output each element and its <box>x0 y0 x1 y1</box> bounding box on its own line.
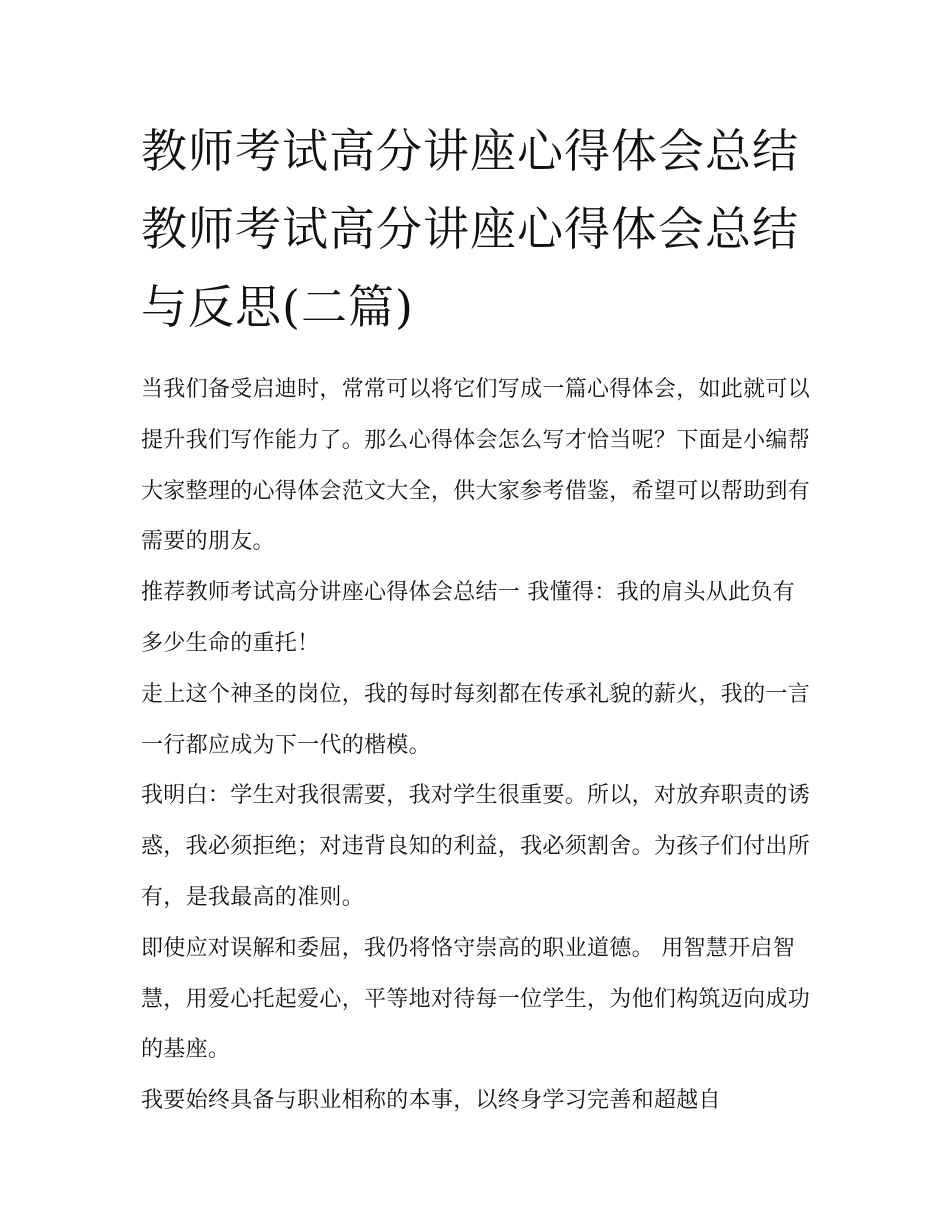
document-page <box>141 112 813 1127</box>
paragraph-post: 走上这个神圣的岗位，我的每时每刻都在传承礼貌的薪火，我的一言一行都应成为下一代的楷模。 <box>141 681 811 758</box>
document-body <box>141 365 813 1127</box>
paragraph-learning: 我要始终具备与职业相称的本事，以终身学习完善和超越自 <box>141 1088 721 1114</box>
paragraph-students: 我明白：学生对我很需要，我对学生很重要。所以，对放弃职责的诱惑，我必须拒绝；对违背良知的利益，我必须割舍。为孩子们付出所有，是我最高的准则。 <box>141 783 811 910</box>
document-title: 教师考试高分讲座心得体会总结 教师考试高分讲座心得体会总结与反思(二篇) <box>141 124 799 334</box>
paragraph-recommend: 推荐教师考试高分讲座心得体会总结一 我懂得：我的肩头从此负有多少生命的重托！ <box>141 580 795 656</box>
paragraph-ethics: 即使应对误解和委屈，我仍将恪守崇高的职业道德。 用智慧开启智慧，用爱心托起爱心，平等地对待每一位学生，为他们构筑迈向成功的基座。 <box>141 935 811 1063</box>
paragraph-intro: 当我们备受启迪时，常常可以将它们写成一篇心得体会，如此就可以提升我们写作能力了。那么心得体会怎么写才恰当呢？下面是小编帮大家整理的心得体会范文大全，供大家参考借鉴，希望可以帮助到有需要的朋友。 <box>141 377 811 555</box>
